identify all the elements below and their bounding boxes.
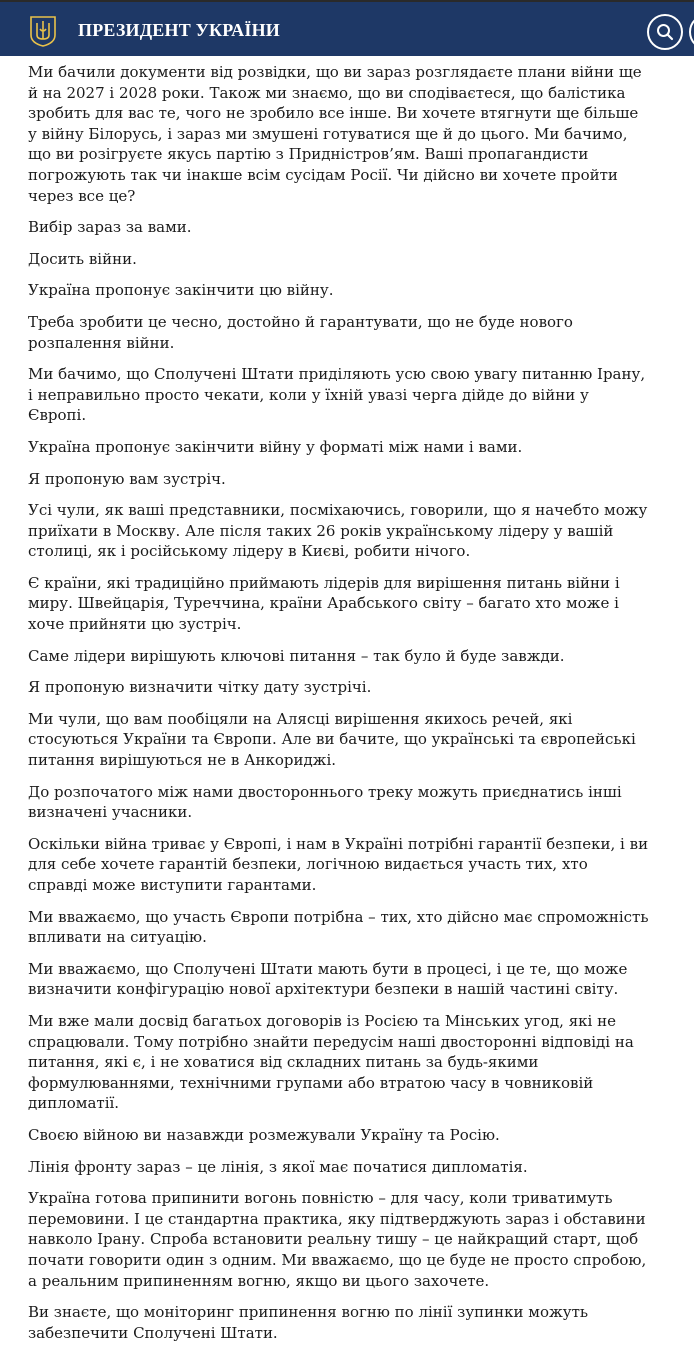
paragraph: Лінія фронту зараз – це лінія, з якої має початися дипломатія. — [28, 1157, 528, 1176]
paragraph: Досить війни. — [28, 249, 137, 268]
menu-button[interactable] — [689, 14, 694, 50]
paragraph: Своєю війною ви назавжди розмежували Україну та Росію. — [28, 1125, 500, 1144]
paragraph: Вибір зараз за вами. — [28, 218, 192, 237]
paragraph: Я пропоную визначити чітку дату зустрічі. — [28, 678, 372, 697]
paragraph: Ви знаєте, що моніторинг припинення вогню по лінії зупинки можуть забезпечити Сполучені Штати. — [28, 1303, 589, 1342]
site-header — [0, 0, 694, 56]
paragraph: Україна готова припинити вогонь повністю – для часу, коли триватимуть перемовини. І це стандартна практика, яку підтверджують зараз і обставини навколо Ірану. Спроба встановити реальну тишу – це найкращий старт, щоб почати говорити один з одним. Ми вважаємо, що це буде не просто спробою, а реальним припиненням вогню, якщо ви цього захочете. — [28, 1189, 647, 1290]
paragraph: Україна пропонує закінчити цю війну. — [28, 281, 334, 300]
paragraph: Я пропоную вам зустріч. — [28, 469, 226, 488]
paragraph: Ми вважаємо, що Сполучені Штати мають бути в процесі, і це те, що може визначити конфігурацію нової архітектури безпеки в нашій частині світу. — [28, 959, 628, 999]
paragraph: Є країни, які традиційно приймають лідерів для вирішення питань війни і миру. Швейцарія, Туреччина, країни Арабського світу – багато хто може і хоче прийняти цю зустріч. — [28, 573, 620, 634]
paragraph: Ми чули, що вам пообіцяли на Алясці вирішення якихось речей, які стосуються України та Європи. Але ви бачите, що українські та європейські питання вирішуються не в Анкориджі. — [28, 709, 636, 770]
paragraph: Усі чули, як ваші представники, посміхаючись, говорили, що я начебто можу приїхати в Москву. Але після таких 26 років українському лідеру у вашій столиці, як і російському лідеру в Києві, робити нічого. — [28, 501, 648, 561]
paragraph: Ми вважаємо, що участь Європи потрібна – тих, хто дійсно має спроможність впливати на ситуацію. — [28, 907, 649, 947]
paragraph: До розпочатого між нами двостороннього треку можуть приєднатись інші визначені учасники. — [28, 782, 622, 822]
search-icon — [656, 23, 674, 41]
paragraph: Оскільки війна триває у Європі, і нам в Україні потрібні гарантії безпеки, і ви для себе хочете гарантій безпеки, логічною видається участь тих, хто справді може виступити гарантами. — [28, 834, 649, 894]
paragraph: Україна пропонує закінчити війну у форматі між нами і вами. — [28, 437, 523, 456]
paragraph: Ми бачили документи від розвідки, що ви зараз розглядаєте плани війни ще й на 2027 і 2028 роки. Також ми знаємо, що ви сподіваєтеся, що балістика зробить для вас те, чого не зробило все інше. Ви хочете втягнути ще більше у війну Білорусь, і зараз ми змушені готуватися ще й до цього. Ми бачимо, що ви розігруєте якусь партію з Придністров’ям. Ваші пропагандисти погрожують так чи інакше всім сусідам Росії. Чи дійсно ви хочете пройти через все це? — [28, 63, 642, 205]
paragraph: Ми бачимо, що Сполучені Штати приділяють усю свою увагу питанню Ірану, і неправильно просто чекати, коли у їхній увазі черга дійде до війни у Європі. — [28, 365, 646, 425]
paragraph: Треба зробити це чесно, достойно й гарантувати, що не буде нового розпалення війни. — [28, 312, 573, 352]
article-body — [28, 62, 650, 1354]
paragraph: Ми вже мали досвід багатьох договорів із Росією та Мінських угод, які не спрацювали. Тому потрібно знайти передусім наші двосторонні відповіді на питання, які є, і не ховатися від складних питань за будь-якими формулюваннями, технічними групами або втратою часу в човниковій дипломатії. — [28, 1011, 634, 1113]
paragraph: Саме лідери вирішують ключові питання – так було й буде завжди. — [28, 646, 565, 665]
trident-emblem-icon[interactable] — [28, 15, 58, 47]
search-button[interactable] — [647, 14, 683, 50]
site-title[interactable]: ПРЕЗИДЕНТ УКРАЇНИ — [78, 20, 280, 40]
